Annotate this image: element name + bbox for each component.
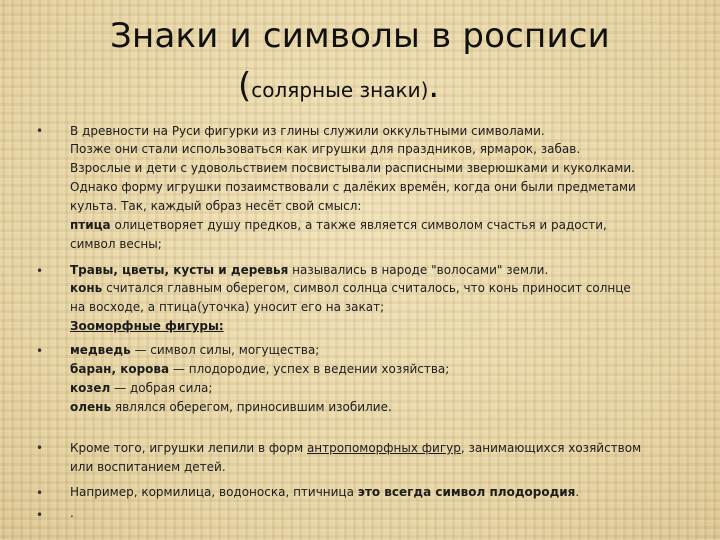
body-text-line: . [70, 506, 74, 520]
body-text-line: Травы, цветы, кусты и деревья назывались в народе "волосами" земли. [70, 263, 549, 277]
body-text-line: В древности на Руси фигурки из глины служили оккультными символами. [70, 124, 545, 138]
body-text-line: Взрослые и дети с удовольствием посвистывали расписными зверюшками и куколками. [70, 161, 635, 175]
subtitle-dot: . [428, 66, 440, 106]
body-text-line: баран, корова — плодородие, успех в ведении хозяйства; [70, 362, 450, 376]
slide-title: Знаки и символы в росписи [110, 16, 610, 56]
term-kon: конь [70, 281, 103, 295]
body-text-line: Однако форму игрушки позаимствовали с далёких времён, когда они были предметами [70, 180, 636, 194]
body-text-line: олень являлся оберегом, приносившим изобилие. [70, 400, 392, 414]
term-medved: медведь [70, 343, 131, 357]
term-kozel: козел [70, 381, 111, 395]
bullet-marker: • [36, 344, 44, 358]
body-text-line: медведь — символ силы, могущества; [70, 343, 320, 357]
body-text-line: конь считался главным оберегом, символ солнца считалось, что конь приносит солнце [70, 281, 631, 295]
body-text-line: козел — добрая сила; [70, 381, 213, 395]
slide-subtitle [238, 62, 439, 114]
body-text-line: на восходе, а птица(уточка) уносит его на закат; [70, 300, 385, 314]
term-olen: олень [70, 400, 112, 414]
body-text-line: Позже они стали использоваться как игрушки для праздников, ярмарок, забав. [70, 142, 581, 156]
subtitle-open-paren: ( [238, 66, 252, 106]
section-heading-zoomorphic: Зооморфные фигуры: [70, 319, 224, 333]
bullet-marker: • [36, 486, 44, 500]
bullet-marker: • [36, 264, 44, 278]
term-fertility: это всегда символ плодородия [357, 485, 576, 499]
body-text-line: Например, кормилица, водоноска, птичница это всегда символ плодородия. [70, 485, 580, 499]
term-anthropomorphic: антропоморфных фигур [306, 441, 461, 455]
body-text-line: Кроме того, игрушки лепили в форм антропоморфных фигур, занимающихся хозяйством [70, 441, 642, 455]
bullet-marker: • [36, 441, 44, 455]
subtitle-text: солярные знаки) [251, 78, 429, 102]
term-ptitsa: птица [70, 218, 111, 232]
term-baran-korova: баран, корова [70, 362, 170, 376]
body-text-line: или воспитанием детей. [70, 460, 226, 474]
term-travy: Травы, цветы, кусты и деревья [70, 263, 289, 277]
bullet-marker: • [36, 508, 44, 522]
bullet-marker: • [36, 124, 44, 138]
body-text-line: культа. Так, каждый образ несёт свой смысл: [70, 199, 362, 213]
body-text-line: символ весны; [70, 237, 162, 251]
body-text-line: птица олицетворяет душу предков, а также является символом счастья и радости, [70, 218, 607, 232]
